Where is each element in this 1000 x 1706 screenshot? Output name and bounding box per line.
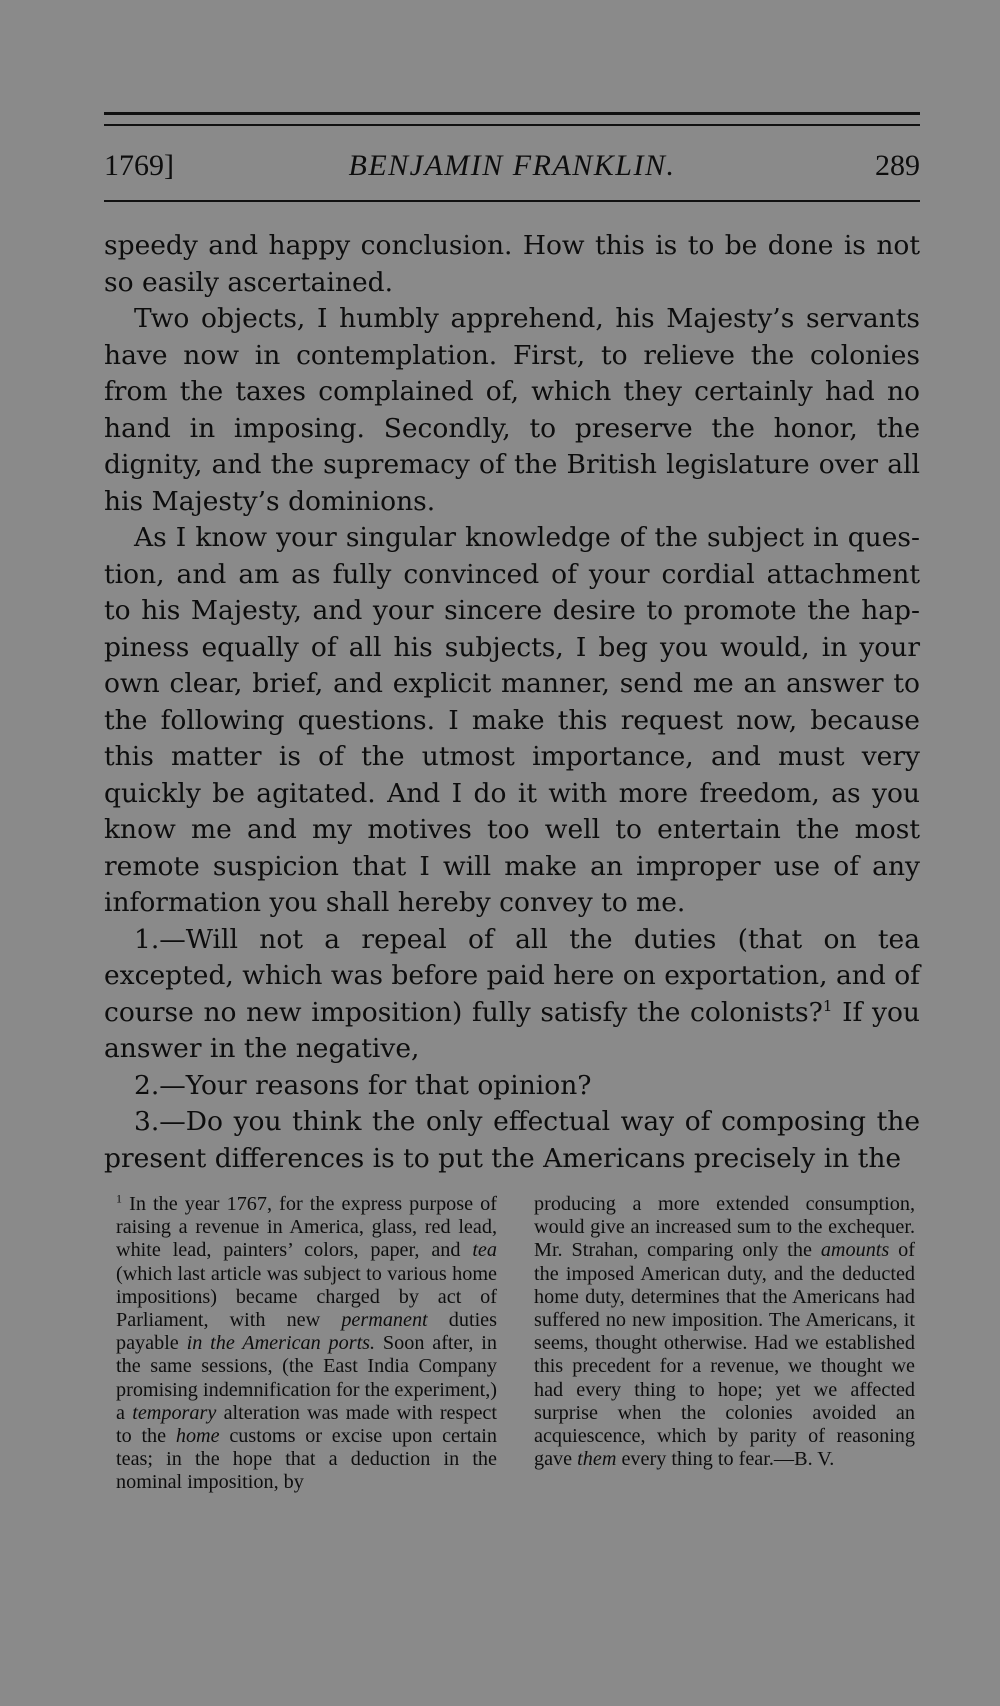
footnote-italic-home: home	[175, 1425, 220, 1448]
footnote-italic-amounts: amounts	[820, 1239, 890, 1262]
footnote-segment: duties payable	[116, 1309, 497, 1355]
footnote-text-right	[534, 1193, 915, 1471]
running-head-year: 1769]	[104, 149, 174, 182]
footnote-segment: alteration was made with respect to the	[116, 1401, 497, 1448]
footnote-segment: every thing to fear.—B. V.	[616, 1448, 835, 1471]
footnote-segment: producing a more extended consumption, would give an increased sum to the exchequer. Mr. Strahan, comparing only the	[534, 1193, 915, 1262]
header-rule-bottom	[104, 200, 920, 202]
footnote-italic-american-ports: in the American ports.	[186, 1332, 376, 1355]
paragraph-two-objects: Two objects, I humbly apprehend, his Majesty’s servants have now in contemplation. First, to relieve the colonies from the taxes complained of, which they certainly had no hand in imposing. Secondly, to preserve the honor, the dignity, and the supremacy of the British legislature over all his Majesty’s dominions.	[104, 303, 920, 517]
footnote-segment: of the imposed American duty, and the deducted home duty, determines that the Americans had suffered no new imposition. The Americans, it seems, thought otherwise. Had we established this precedent for a revenue, we thought we had every thing to hope; yet we affected surprise when the colonies avoided an acquiescence, which by parity of reasoning gave	[534, 1239, 915, 1471]
footnote-mark: 1	[116, 1191, 122, 1206]
footnote-italic-them: them	[577, 1448, 617, 1471]
running-head	[104, 146, 920, 186]
question-one-text: 1.—Will not a repeal of all the duties (that on tea excepted, which was before paid here on exportation, and of course no new imposition) fully satisfy the colonists?	[104, 923, 920, 1028]
footnote-italic-temporary: temporary	[132, 1401, 217, 1424]
footnote-segment: customs or excise upon certain teas; in the hope that a deduction in the nominal imposition, by	[116, 1425, 497, 1494]
question-one	[104, 922, 920, 1068]
header-rule-top-inner	[104, 124, 920, 126]
paragraph-request: As I know your singular knowledge of the subject in question, and am as fully convinced of your cordial attachment to his Majesty, and your sincere desire to promote the happiness equally of all his subjects, I beg you would, in your own clear, brief, and explicit manner, send me an answer to the following questions. I make this request now, because this matter is of the utmost importance, and must very quickly be agitated. And I do it with more freedom, as you know me and my motives too well to entertain the most remote suspicion that I will make an improper use of any information you shall hereby convey to me.	[104, 522, 920, 918]
footnote-segment: (which last article was subject to various home impositions) became charged by act of Parliament, with new	[116, 1262, 497, 1332]
body-text	[104, 228, 920, 1177]
footnote-segment: Soon after, in the same sessions, (the East India Company promising indemnification for the experiment,) a	[116, 1332, 497, 1424]
footnote-column-right	[534, 1193, 915, 1471]
question-two: 2.—Your reasons for that opinion?	[134, 1069, 592, 1101]
page-number: 289	[875, 149, 920, 182]
footnote-reference: 1	[822, 996, 833, 1015]
running-head-title: BENJAMIN FRANKLIN.	[348, 149, 676, 182]
footnote-italic-permanent: permanent	[341, 1309, 428, 1332]
paragraph-continuation: speedy and happy conclusion. How this is to be done is not so easily ascertained.	[104, 230, 920, 298]
question-one-tail: If you answer in the negative,	[104, 996, 921, 1064]
footnote-italic-tea: tea	[472, 1239, 497, 1262]
footnote-column-left	[116, 1193, 497, 1495]
footnote-text-left	[116, 1193, 497, 1495]
footnote-segment: In the year 1767, for the express purpose of raising a revenue in America, glass, red lead, white lead, painters’ colors, paper, and	[116, 1193, 497, 1262]
header-rule-top	[104, 112, 920, 115]
question-three: 3.—Do you think the only effectual way of composing the present differences is to put the Americans precisely in the	[104, 1106, 920, 1174]
